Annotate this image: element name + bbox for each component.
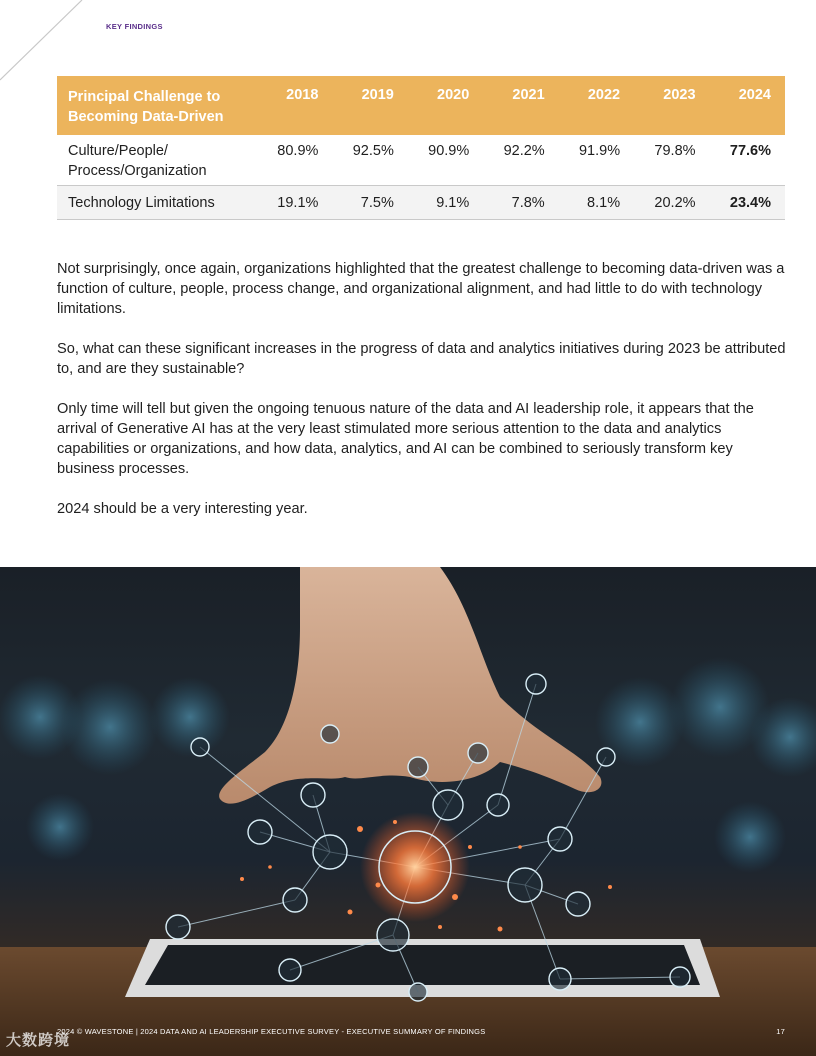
column-header: 2020 <box>437 87 470 103</box>
table-cell: 19.1% <box>257 185 332 219</box>
cloud-icon <box>377 919 409 951</box>
phone-icon <box>283 888 307 912</box>
bokeh-light <box>62 679 158 775</box>
cloud-icon <box>313 835 347 869</box>
paragraph: Not surprisingly, once again, organizations highlighted that the greatest challenge to becoming data-driven was a function of culture, people, process change, and organizational alignment, and had little to do with technology limitations. <box>57 261 785 317</box>
table-cell: 9.1% <box>408 185 483 219</box>
column-header: 2024 <box>738 87 771 103</box>
bokeh-light <box>150 677 230 757</box>
table-cell: 79.8% <box>634 135 709 185</box>
table-cell: 90.9% <box>408 135 483 185</box>
section-label: KEY FINDINGS <box>106 22 163 31</box>
table-cell: 7.5% <box>332 185 407 219</box>
watermark: 大数跨境 <box>6 1032 71 1049</box>
settings-icon <box>549 968 571 990</box>
table-cell: 92.5% <box>332 135 407 185</box>
bokeh-light <box>26 793 94 861</box>
hero-image <box>0 567 816 1056</box>
paragraph: So, what can these significant increases in the progress of data and analytics initiatives during 2023 be attributed to, and are they sustainable? <box>57 341 786 377</box>
pound-icon <box>526 674 546 694</box>
bank-icon <box>321 725 339 743</box>
table-row <box>57 135 785 185</box>
gear-icon <box>597 748 615 766</box>
cloud-icon <box>433 790 463 820</box>
yen-icon <box>408 757 428 777</box>
chart-icon <box>548 827 572 851</box>
column-header: Principal Challenge to Becoming Data-Driven <box>68 89 224 125</box>
tablet-screen <box>145 945 700 985</box>
table-cell: 80.9% <box>257 135 332 185</box>
trend-icon <box>166 915 190 939</box>
column-header: 2023 <box>663 87 696 103</box>
paragraph: 2024 should be a very interesting year. <box>57 501 308 517</box>
column-header: 2019 <box>361 87 394 103</box>
table-cell: 91.9% <box>559 135 634 185</box>
column-header: 2018 <box>286 87 319 103</box>
table-row <box>57 185 785 219</box>
row-label: Technology Limitations <box>57 185 257 219</box>
network-illustration <box>0 567 816 1056</box>
paragraph: Only time will tell but given the ongoing tenuous nature of the data and AI leadership role, it appears that the arrival of Generative AI has at the very least stimulated more serious attention to the data and analytics capabilities or organizations, and how data, analytics, and AI can be combined to seriously transform key business processes. <box>57 401 754 477</box>
cloud-icon <box>508 868 542 902</box>
table-cell: 23.4% <box>710 185 785 219</box>
corner-decoration <box>0 0 90 85</box>
row-label: Culture/People/ Process/Organization <box>57 135 257 185</box>
column-header: 2022 <box>587 87 621 103</box>
central-glow <box>360 812 470 922</box>
table-header-row <box>57 76 785 135</box>
table-cell: 8.1% <box>559 185 634 219</box>
currency-icon <box>487 794 509 816</box>
page-number: 17 <box>776 1027 785 1036</box>
network-icon <box>191 738 209 756</box>
user-icon <box>670 967 690 987</box>
clock-icon <box>566 892 590 916</box>
table-cell: 92.2% <box>483 135 558 185</box>
bokeh-light <box>714 801 786 873</box>
globe-icon <box>301 783 325 807</box>
footer-text: 2024 © WAVESTONE | 2024 DATA AND AI LEADERSHIP EXECUTIVE SURVEY - EXECUTIVE SUMMARY OF FINDINGS <box>57 1027 486 1036</box>
footer <box>57 1027 787 1039</box>
bar-chart-icon <box>248 820 272 844</box>
table-cell: 7.8% <box>483 185 558 219</box>
document-icon <box>409 983 427 1001</box>
findings-table <box>57 76 785 220</box>
table-cell: 77.6% <box>710 135 785 185</box>
column-header: 2021 <box>512 87 545 103</box>
dollar-icon <box>468 743 488 763</box>
target-icon <box>279 959 301 981</box>
body-text <box>57 259 787 539</box>
table-cell: 20.2% <box>634 185 709 219</box>
